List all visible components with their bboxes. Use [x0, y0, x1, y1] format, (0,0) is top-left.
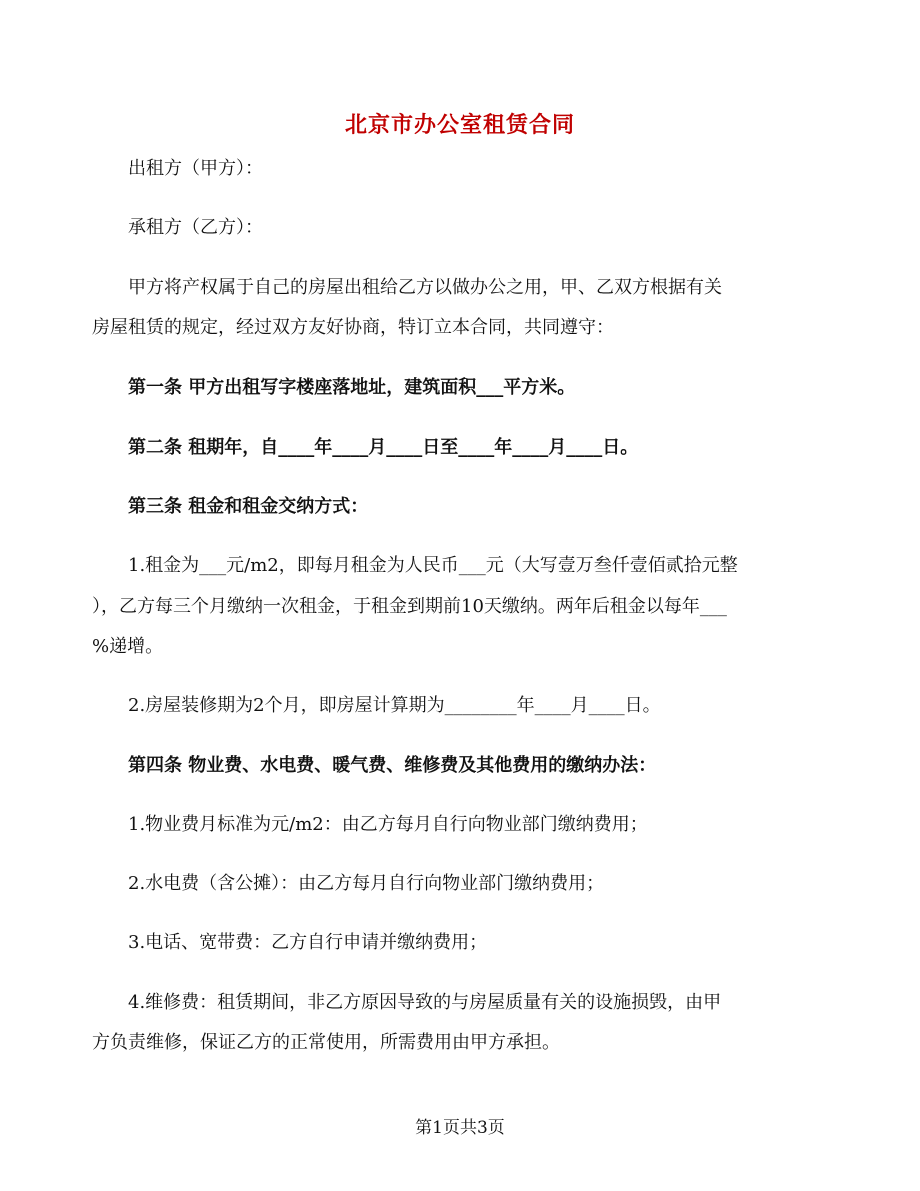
article-3-item-1-line-3: %递增。 — [92, 636, 164, 657]
page-indicator: 第1页共3页 — [415, 1118, 505, 1138]
article-1: 第一条 甲方出租写字楼座落地址，建筑面积___平方米。 — [128, 377, 576, 398]
article-3-item-1-line-1: 1.租金为___元/m2，即每月租金为人民币___元（大写壹万叁仟壹佰贰拾元整 — [128, 555, 738, 576]
article-2: 第二条 租期年，自____年____月____日至____年____月____日。 — [128, 437, 639, 458]
article-4-item-3: 3.电话、宽带费：乙方自行申请并缴纳费用； — [128, 932, 488, 953]
article-3-item-1-line-2: ），乙方每三个月缴纳一次租金，于租金到期前10天缴纳。两年后租金以每年___ — [92, 596, 727, 617]
article-3-heading: 第三条 租金和租金交纳方式： — [128, 496, 369, 517]
document-title: 北京市办公室租赁合同 — [344, 112, 575, 138]
intro-line-2: 房屋租赁的规定，经过双方友好协商，特订立本合同，共同遵守： — [92, 317, 614, 338]
article-4-item-4-line-1: 4.维修费：租赁期间，非乙方原因导致的与房屋质量有关的设施损毁，由甲 — [128, 992, 722, 1013]
article-4-heading: 第四条 物业费、水电费、暖气费、维修费及其他费用的缴纳办法： — [128, 755, 657, 776]
article-4-item-4-line-2: 方负责维修，保证乙方的正常使用，所需费用由甲方承担。 — [92, 1032, 560, 1053]
party-b-line: 承租方（乙方）： — [128, 217, 263, 238]
party-a-line: 出租方（甲方）： — [128, 158, 263, 179]
article-4-item-2: 2.水电费（含公摊）：由乙方每月自行向物业部门缴纳费用； — [128, 873, 605, 894]
intro-line-1: 甲方将产权属于自己的房屋出租给乙方以做办公之用，甲、乙双方根据有关 — [128, 277, 722, 298]
article-4-item-1: 1.物业费月标准为元/m2：由乙方每月自行向物业部门缴纳费用； — [128, 814, 648, 835]
article-3-item-2: 2.房屋装修期为2个月，即房屋计算期为________年____月____日。 — [128, 695, 661, 716]
